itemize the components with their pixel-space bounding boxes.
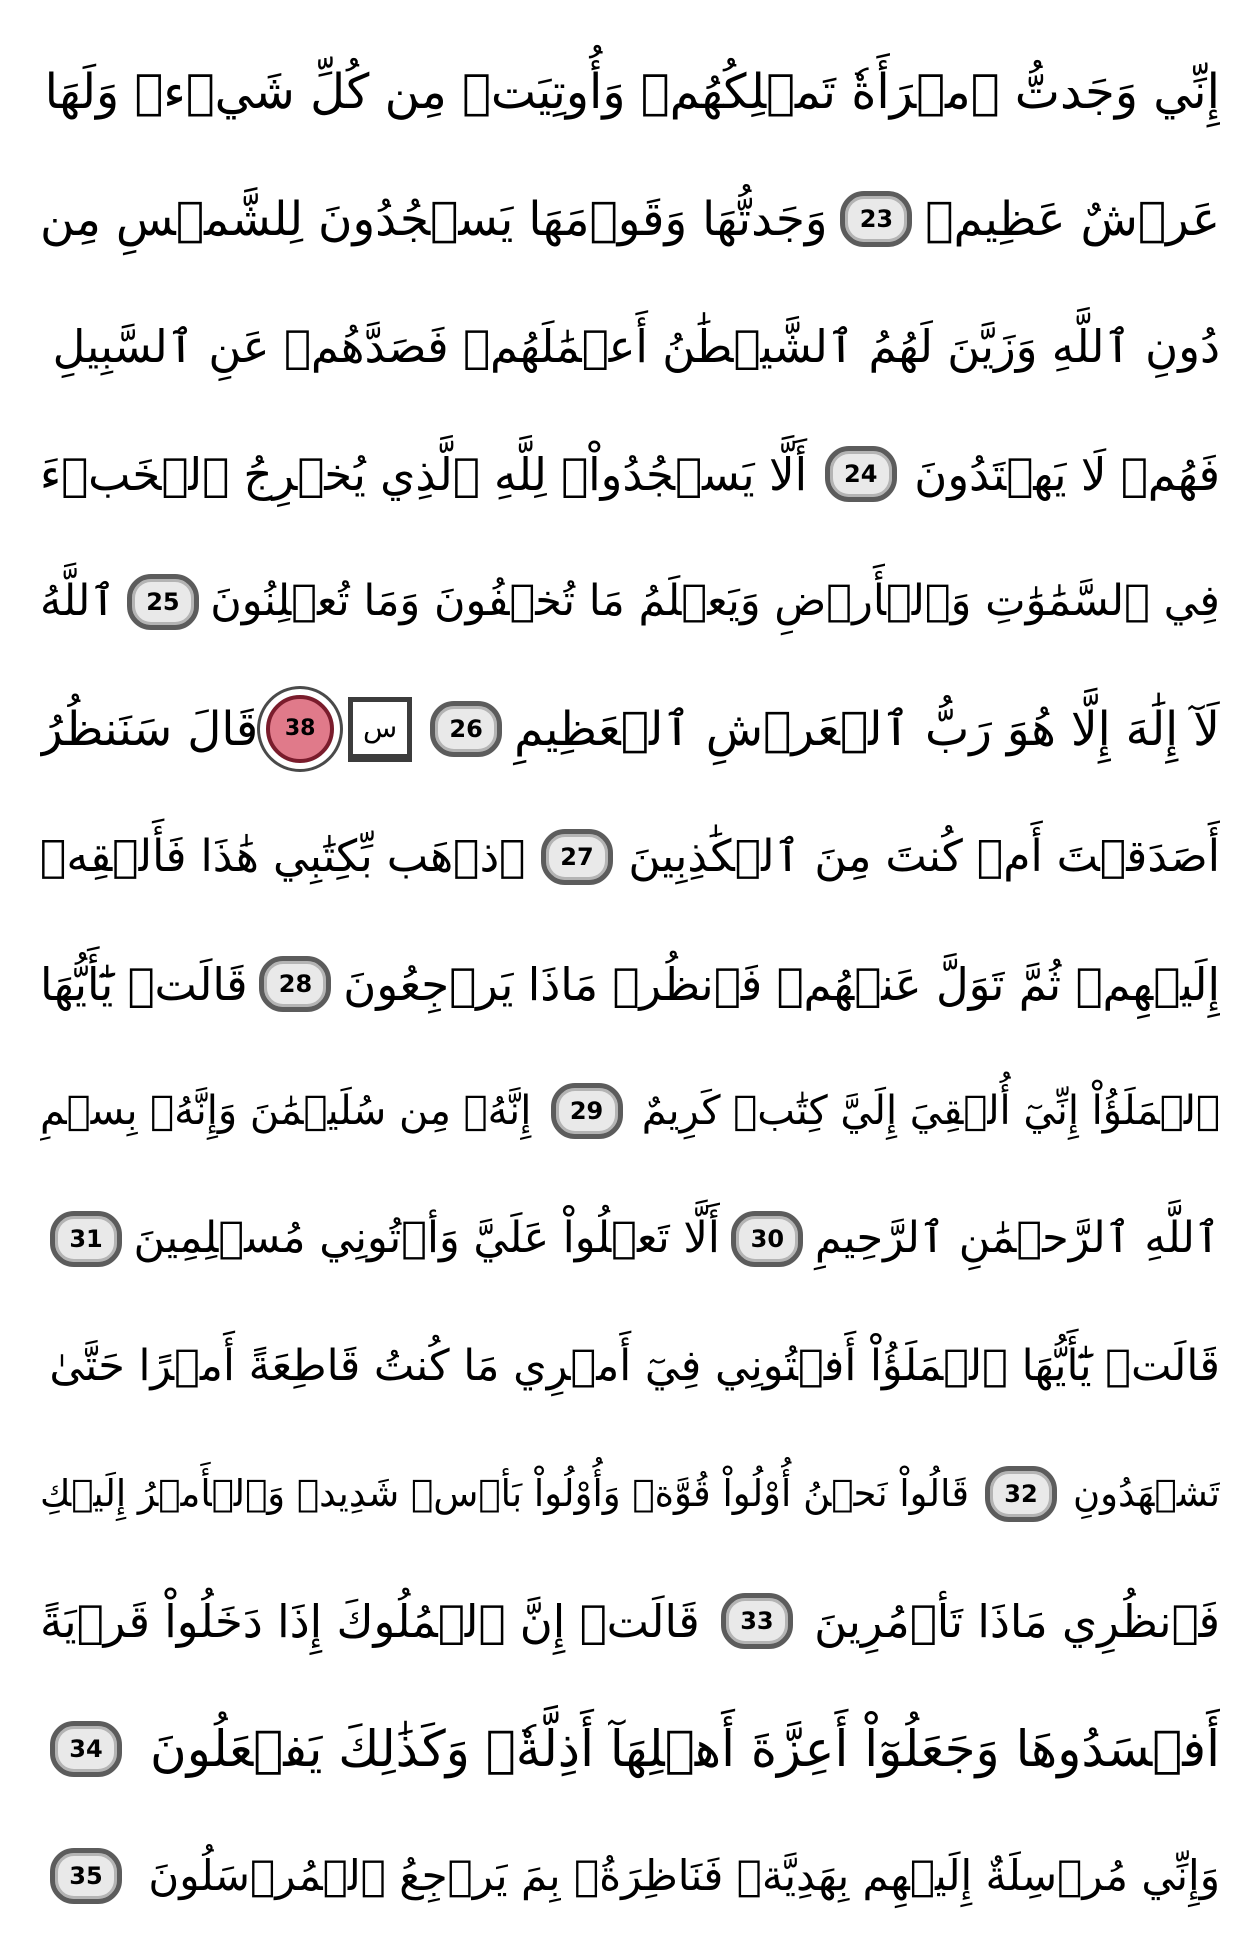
verse-text: قَالَتۡ يَٰٓأَيُّهَا <box>40 957 248 1011</box>
verse-text: أَلَّا يَسۡجُدُواْۤ لِلَّهِ ٱلَّذِي يُخۡرِجُ ٱلۡخَبۡءَ <box>40 447 808 501</box>
verse-text: فَٱنظُرِي مَاذَا تَأۡمُرِينَ <box>814 1594 1220 1648</box>
text-lines <box>40 28 1220 1940</box>
verse-line <box>40 1813 1220 1940</box>
verse-line <box>40 28 1220 155</box>
verse-line <box>40 665 1220 792</box>
verse-text: وَإِنِّي مُرۡسِلَةٌ إِلَيۡهِم بِهَدِيَّةٖ فَنَاظِرَةُۢ بِمَ يَرۡجِعُ ٱلۡمُرۡسَلُونَ <box>148 1851 1220 1901</box>
verse-line <box>40 283 1220 410</box>
ayah-number-marker: 25 <box>127 574 199 630</box>
verse-line <box>40 1685 1220 1812</box>
verse-text: إِنَّهُۥ مِن سُلَيۡمَٰنَ وَإِنَّهُۥ بِسۡمِ <box>40 1088 532 1135</box>
verse-text: وَجَدتُّهَا وَقَوۡمَهَا يَسۡجُدُونَ لِلشَّمۡسِ مِن <box>40 191 828 247</box>
ayah-number-marker: 30 <box>731 1211 803 1267</box>
ayah-number-marker: 31 <box>50 1211 122 1267</box>
verse-line <box>40 538 1220 665</box>
ayah-number-marker: 23 <box>840 191 912 247</box>
ayah-number-marker: 33 <box>721 1593 793 1649</box>
verse-line <box>40 1558 1220 1685</box>
ayah-number-marker: 24 <box>825 446 897 502</box>
verse-line <box>40 1175 1220 1302</box>
ayah-number-marker: 27 <box>541 829 613 885</box>
ayah-number-marker: 26 <box>430 701 502 757</box>
verse-line <box>40 1430 1220 1557</box>
ayah-number-marker: 28 <box>259 956 331 1012</box>
ayah-number-marker: 29 <box>551 1083 623 1139</box>
verse-line <box>40 920 1220 1047</box>
verse-text: ٱذۡهَب بِّكِتَٰبِي هَٰذَا فَأَلۡقِهۡ <box>40 830 526 882</box>
verse-text: ٱللَّهُ <box>40 576 116 627</box>
verse-text: تَشۡهَدُونِ <box>1072 1472 1220 1516</box>
verse-text: دُونِ ٱللَّهِ وَزَيَّنَ لَهُمُ ٱلشَّيۡطَٰنُ أَعۡمَٰلَهُمۡ فَصَدَّهُمۡ عَنِ ٱلسَّبِيلِ <box>52 320 1220 374</box>
verse-text: إِلَيۡهِمۡ ثُمَّ تَوَلَّ عَنۡهُمۡ فَٱنظُرۡ مَاذَا يَرۡجِعُونَ <box>343 957 1220 1011</box>
verse-text: أَصَدَقۡتَ أَمۡ كُنتَ مِنَ ٱلۡكَٰذِبِينَ <box>628 830 1220 882</box>
verse-text: قَالُواْ نَحۡنُ أُوْلُواْ قُوَّةٖ وَأُوْلُواْ بَأۡسٖ شَدِيدٖ وَٱلۡأَمۡرُ إِلَيۡكِ <box>40 1472 970 1516</box>
verse-line <box>40 410 1220 537</box>
verse-text: أَلَّا تَعۡلُواْ عَلَيَّ وَأۡتُونِي مُسۡلِمِينَ <box>133 1213 720 1264</box>
verse-text: قَالَ سَنَنظُرُ <box>40 701 259 757</box>
ayah-number-marker: 34 <box>50 1721 122 1777</box>
verse-text: لَآ إِلَٰهَ إِلَّا هُوَ رَبُّ ٱلۡعَرۡشِ ٱلۡعَظِيمِ <box>514 701 1220 757</box>
sajda-mark-icon: س <box>348 697 412 762</box>
verse-text: ٱلۡمَلَؤُاْ إِنِّيٓ أُلۡقِيَ إِلَيَّ كِتَٰبٞ كَرِيمٌ <box>641 1088 1220 1135</box>
hizb-marker-icon: 38 <box>266 695 334 763</box>
verse-line <box>40 155 1220 282</box>
verse-text: عَرۡشٌ عَظِيمٞ <box>925 191 1220 247</box>
verse-line <box>40 1048 1220 1175</box>
verse-line <box>40 793 1220 920</box>
verse-text: إِنِّي وَجَدتُّ ٱمۡرَأَةٗ تَمۡلِكُهُمۡ وَأُوتِيَتۡ مِن كُلِّ شَيۡءٖ وَلَهَا <box>44 63 1220 120</box>
ayah-number-marker: 35 <box>50 1848 122 1904</box>
verse-text: قَالَتۡ يَٰٓأَيُّهَا ٱلۡمَلَؤُاْ أَفۡتُونِي فِيٓ أَمۡرِي مَا كُنتُ قَاطِعَةً أَمۡرًا حَتَّىٰ <box>49 1340 1220 1391</box>
verse-text: فِي ٱلسَّمَٰوَٰتِ وَٱلۡأَرۡضِ وَيَعۡلَمُ مَا تُخۡفُونَ وَمَا تُعۡلِنُونَ <box>210 576 1220 627</box>
verse-text: أَفۡسَدُوهَا وَجَعَلُوٓاْ أَعِزَّةَ أَهۡلِهَآ أَذِلَّةٗۚ وَكَذَٰلِكَ يَفۡعَلُونَ <box>149 1719 1220 1778</box>
verse-line <box>40 1303 1220 1430</box>
verse-text: ٱللَّهِ ٱلرَّحۡمَٰنِ ٱلرَّحِيمِ <box>814 1213 1220 1264</box>
verse-text: فَهُمۡ لَا يَهۡتَدُونَ <box>914 447 1220 501</box>
ayah-number-marker: 32 <box>985 1466 1057 1522</box>
verse-text: قَالَتۡ إِنَّ ٱلۡمُلُوكَ إِذَا دَخَلُواْ قَرۡيَةً <box>40 1594 700 1648</box>
